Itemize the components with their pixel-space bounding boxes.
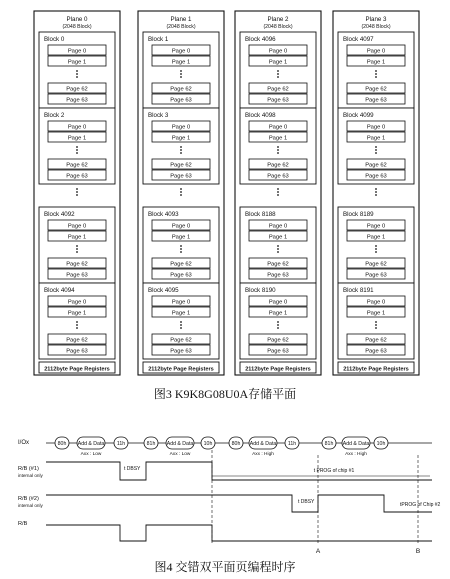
memory-block xyxy=(240,32,316,108)
ellipsis-dot xyxy=(277,149,279,151)
signal-label-rb: R/B xyxy=(18,521,28,527)
page-label: Page 62 xyxy=(365,162,387,169)
page-label: Page 0 xyxy=(268,48,288,55)
ellipsis-dot xyxy=(76,149,78,151)
page-label: Page 0 xyxy=(366,124,386,131)
plane-column xyxy=(138,11,224,375)
marker-a-label: A xyxy=(315,548,321,555)
page-label: Page 63 xyxy=(267,348,289,355)
ellipsis-dot xyxy=(375,188,377,190)
ellipsis-dot xyxy=(277,324,279,326)
block-label: Block 8188 xyxy=(245,211,276,218)
signal-label-rb1: R/B (#1) xyxy=(18,466,39,472)
io-command-label: Add & Data xyxy=(342,441,370,447)
page-label: Page 62 xyxy=(66,261,88,268)
page-label: Page 0 xyxy=(366,299,386,306)
ellipsis-dot xyxy=(180,245,182,247)
ellipsis-dot xyxy=(180,324,182,326)
plane-subtitle: (2048 Block) xyxy=(361,24,391,30)
page-label: Page 63 xyxy=(66,97,88,104)
memory-block xyxy=(39,32,115,108)
page-label: Page 63 xyxy=(365,97,387,104)
ellipsis-dot xyxy=(180,188,182,190)
page-label: Page 63 xyxy=(365,272,387,279)
ellipsis-dot xyxy=(76,248,78,250)
rb2-waveform xyxy=(46,495,432,512)
memory-block xyxy=(338,108,414,184)
page-label: Page 1 xyxy=(171,310,191,317)
ellipsis-dot xyxy=(375,191,377,193)
plane-title: Plane 3 xyxy=(365,16,387,23)
ellipsis-dot xyxy=(76,245,78,247)
figure4-caption: 图4 交错双平面页编程时序 xyxy=(154,560,296,574)
page-label: Page 0 xyxy=(171,48,191,55)
page-label: Page 63 xyxy=(66,173,88,180)
ellipsis-dot xyxy=(375,324,377,326)
page-label: Page 62 xyxy=(170,261,192,268)
memory-block xyxy=(240,108,316,184)
tdbsy2-label: t DBSY xyxy=(298,499,315,505)
page-label: Page 1 xyxy=(67,135,87,142)
plane-column xyxy=(34,11,120,375)
block-label: Block 0 xyxy=(44,36,65,43)
plane-subtitle: (2048 Block) xyxy=(263,24,293,30)
ellipsis-dot xyxy=(180,146,182,148)
block-label: Block 4098 xyxy=(245,112,276,119)
ellipsis-dot xyxy=(375,321,377,323)
page-label: Page 62 xyxy=(365,86,387,93)
ellipsis-dot xyxy=(180,321,182,323)
page-label: Page 1 xyxy=(171,135,191,142)
page-label: Page 62 xyxy=(267,337,289,344)
signal-label-rb2-sub: internal only xyxy=(18,503,43,508)
page-label: Page 1 xyxy=(268,310,288,317)
io-command-label: Add & Data xyxy=(77,441,105,447)
page-label: Page 0 xyxy=(67,223,87,230)
page-label: Page 63 xyxy=(365,173,387,180)
page-label: Page 1 xyxy=(67,234,87,241)
page-label: Page 0 xyxy=(268,124,288,131)
address-note: Axx : Low xyxy=(169,452,191,457)
ellipsis-dot xyxy=(76,146,78,148)
page-label: Page 0 xyxy=(171,223,191,230)
ellipsis-dot xyxy=(180,73,182,75)
page-label: Page 0 xyxy=(268,299,288,306)
memory-block xyxy=(338,283,414,359)
page-label: Page 62 xyxy=(267,86,289,93)
page-label: Page 1 xyxy=(67,59,87,66)
rb1-waveform xyxy=(46,462,432,480)
block-label: Block 2 xyxy=(44,112,65,119)
ellipsis-dot xyxy=(375,327,377,329)
ellipsis-dot xyxy=(277,152,279,154)
block-label: Block 4093 xyxy=(148,211,179,218)
ellipsis-dot xyxy=(76,188,78,190)
memory-block xyxy=(39,108,115,184)
page-label: Page 1 xyxy=(268,135,288,142)
ellipsis-dot xyxy=(76,76,78,78)
page-label: Page 1 xyxy=(366,59,386,66)
page-register-label: 2112byte Page Registers xyxy=(343,366,409,373)
page-label: Page 62 xyxy=(365,261,387,268)
figure3-caption: 图3 K9K8G08U0A存储平面 xyxy=(153,387,297,401)
ellipsis-dot xyxy=(180,327,182,329)
io-command-label: 81h xyxy=(324,441,334,447)
page-label: Page 63 xyxy=(170,97,192,104)
ellipsis-dot xyxy=(375,73,377,75)
ellipsis-dot xyxy=(76,251,78,253)
io-command-label: 11h xyxy=(116,441,126,447)
figure4-timing-diagram xyxy=(18,437,441,555)
page-label: Page 0 xyxy=(366,48,386,55)
page-label: Page 62 xyxy=(365,337,387,344)
tprog2-label: tPROG of Chip #2 xyxy=(400,502,441,508)
io-command-label: 11h xyxy=(287,441,297,447)
page-label: Page 62 xyxy=(170,86,192,93)
ellipsis-dot xyxy=(375,152,377,154)
ellipsis-dot xyxy=(180,149,182,151)
memory-block xyxy=(143,32,219,108)
page-label: Page 63 xyxy=(170,272,192,279)
io-command-label: 10h xyxy=(203,441,213,447)
page-label: Page 63 xyxy=(267,272,289,279)
memory-block xyxy=(240,207,316,283)
memory-block xyxy=(143,283,219,359)
page-register-label: 2112byte Page Registers xyxy=(245,366,311,373)
signal-label-rb1-sub: internal only xyxy=(18,473,43,478)
block-label: Block 8189 xyxy=(343,211,374,218)
figure3-plane-diagram xyxy=(34,11,419,375)
ellipsis-dot xyxy=(277,327,279,329)
plane-subtitle: (2048 Block) xyxy=(62,24,92,30)
ellipsis-dot xyxy=(180,70,182,72)
page-label: Page 1 xyxy=(171,59,191,66)
io-command-label: Add & Data xyxy=(249,441,277,447)
page-label: Page 62 xyxy=(66,337,88,344)
marker-b-label: B xyxy=(415,548,421,555)
memory-block xyxy=(240,283,316,359)
ellipsis-dot xyxy=(375,245,377,247)
page-label: Page 63 xyxy=(267,173,289,180)
plane-title: Plane 2 xyxy=(267,16,289,23)
page-label: Page 62 xyxy=(267,162,289,169)
page-label: Page 62 xyxy=(170,162,192,169)
page-label: Page 62 xyxy=(170,337,192,344)
ellipsis-dot xyxy=(277,251,279,253)
plane-subtitle: (2048 Block) xyxy=(166,24,196,30)
io-command-label: 80h xyxy=(231,441,241,447)
ellipsis-dot xyxy=(277,321,279,323)
memory-block xyxy=(143,108,219,184)
plane-title: Plane 1 xyxy=(170,16,192,23)
block-label: Block 4099 xyxy=(343,112,374,119)
ellipsis-dot xyxy=(277,248,279,250)
ellipsis-dot xyxy=(277,146,279,148)
ellipsis-dot xyxy=(76,321,78,323)
ellipsis-dot xyxy=(180,76,182,78)
ellipsis-dot xyxy=(277,191,279,193)
tprog1-label: t PROG of chip #1 xyxy=(313,468,355,474)
ellipsis-dot xyxy=(180,251,182,253)
io-command-label: 10h xyxy=(376,441,386,447)
memory-block xyxy=(39,283,115,359)
page-label: Page 1 xyxy=(366,234,386,241)
page-label: Page 0 xyxy=(171,124,191,131)
page-label: Page 1 xyxy=(268,234,288,241)
page-label: Page 62 xyxy=(66,162,88,169)
page-label: Page 1 xyxy=(366,310,386,317)
plane-title: Plane 0 xyxy=(66,16,88,23)
ellipsis-dot xyxy=(375,248,377,250)
memory-block xyxy=(338,32,414,108)
io-command-label: 80h xyxy=(57,441,67,447)
page-label: Page 63 xyxy=(170,173,192,180)
ellipsis-dot xyxy=(277,73,279,75)
page-label: Page 0 xyxy=(67,124,87,131)
page-label: Page 0 xyxy=(67,48,87,55)
page-label: Page 63 xyxy=(365,348,387,355)
page-label: Page 1 xyxy=(366,135,386,142)
page-label: Page 1 xyxy=(67,310,87,317)
ellipsis-dot xyxy=(76,73,78,75)
io-command-label: Add & Data xyxy=(166,441,194,447)
page-register-label: 2112byte Page Registers xyxy=(148,366,214,373)
ellipsis-dot xyxy=(277,245,279,247)
ellipsis-dot xyxy=(180,194,182,196)
address-note: Axx : High xyxy=(252,452,274,457)
rb-waveform xyxy=(46,525,432,541)
page-label: Page 63 xyxy=(66,272,88,279)
io-command-label: 81h xyxy=(146,441,156,447)
ellipsis-dot xyxy=(76,194,78,196)
block-label: Block 4092 xyxy=(44,211,75,218)
memory-block xyxy=(338,207,414,283)
page-label: Page 62 xyxy=(66,86,88,93)
ellipsis-dot xyxy=(76,152,78,154)
block-label: Block 4094 xyxy=(44,287,75,294)
ellipsis-dot xyxy=(180,191,182,193)
block-label: Block 4097 xyxy=(343,36,374,43)
block-label: Block 4096 xyxy=(245,36,276,43)
signal-label-rb2: R/B (#2) xyxy=(18,496,39,502)
ellipsis-dot xyxy=(277,188,279,190)
signal-label-io: I/Ox xyxy=(18,440,30,446)
page-label: Page 63 xyxy=(267,97,289,104)
block-label: Block 3 xyxy=(148,112,169,119)
page-label: Page 1 xyxy=(171,234,191,241)
page-label: Page 62 xyxy=(267,261,289,268)
ellipsis-dot xyxy=(277,194,279,196)
ellipsis-dot xyxy=(375,70,377,72)
page-label: Page 0 xyxy=(171,299,191,306)
block-label: Block 8191 xyxy=(343,287,374,294)
ellipsis-dot xyxy=(180,152,182,154)
block-label: Block 1 xyxy=(148,36,169,43)
memory-block xyxy=(39,207,115,283)
ellipsis-dot xyxy=(375,146,377,148)
ellipsis-dot xyxy=(375,251,377,253)
address-note: Axx : Low xyxy=(80,452,102,457)
page-label: Page 63 xyxy=(66,348,88,355)
page-label: Page 0 xyxy=(268,223,288,230)
block-label: Block 4095 xyxy=(148,287,179,294)
ellipsis-dot xyxy=(76,70,78,72)
ellipsis-dot xyxy=(375,149,377,151)
address-note: Axx : High xyxy=(345,452,367,457)
ellipsis-dot xyxy=(375,194,377,196)
tdbsy1-label: t DBSY xyxy=(124,466,141,472)
page-register-label: 2112byte Page Registers xyxy=(44,366,110,373)
ellipsis-dot xyxy=(76,191,78,193)
memory-block xyxy=(143,207,219,283)
plane-column xyxy=(235,11,321,375)
ellipsis-dot xyxy=(277,70,279,72)
ellipsis-dot xyxy=(76,327,78,329)
block-label: Block 8190 xyxy=(245,287,276,294)
page-label: Page 0 xyxy=(366,223,386,230)
ellipsis-dot xyxy=(76,324,78,326)
page-label: Page 1 xyxy=(268,59,288,66)
plane-column xyxy=(333,11,419,375)
ellipsis-dot xyxy=(277,76,279,78)
ellipsis-dot xyxy=(375,76,377,78)
page-label: Page 63 xyxy=(170,348,192,355)
ellipsis-dot xyxy=(180,248,182,250)
page-label: Page 0 xyxy=(67,299,87,306)
